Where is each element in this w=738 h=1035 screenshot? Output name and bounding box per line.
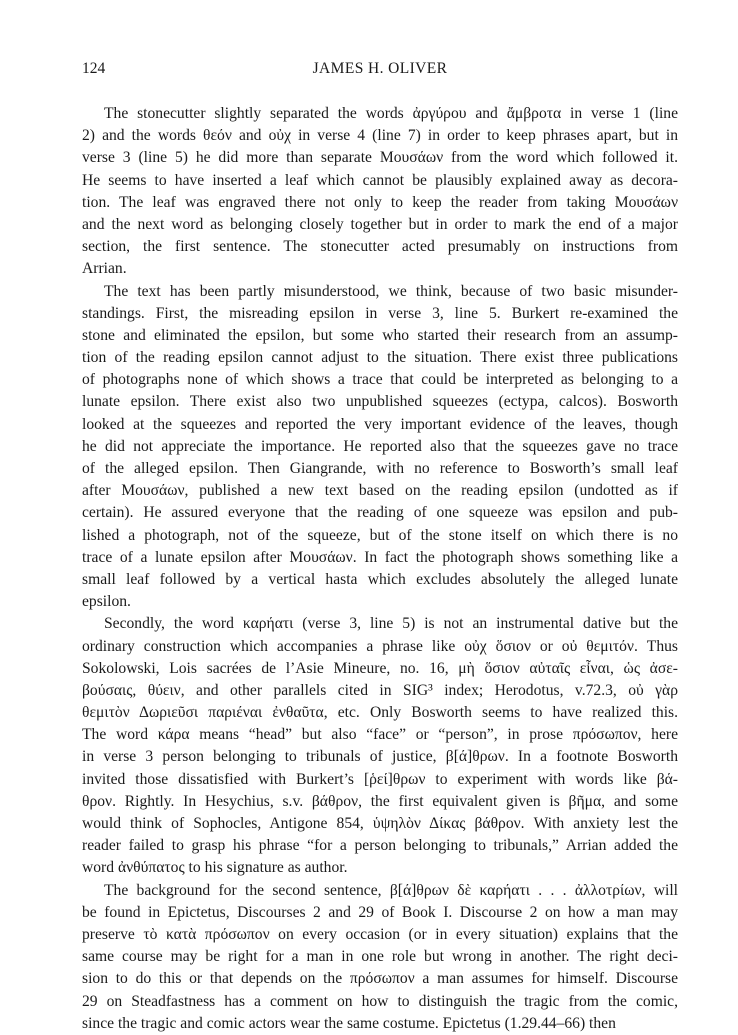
text-line: θρον. Rightly. In Hesychius, s.v. βάθρον, the first equivalent given is βῆμα, and some xyxy=(82,792,678,810)
text-line: 2) and the words θεόν and οὐχ in verse 4 (line 7) in order to keep phrases apart, but in xyxy=(82,127,678,145)
text-line: θεμιτὸν Δωριεῦσι παριέναι ἐνθαῦτα, etc. Only Bosworth seems to have realized this. xyxy=(82,704,678,722)
text-line: The word κάρα means “head” but also “face” or “person”, in prose πρόσωπον, here xyxy=(82,726,678,744)
text-line: stone and eliminated the epsilon, but some who started their research from an assump- xyxy=(82,326,678,344)
paragraph xyxy=(82,613,678,879)
text-line: epsilon. xyxy=(82,593,131,611)
body-text xyxy=(82,103,678,1035)
text-line: word ἀνθύπατος to his signature as author. xyxy=(82,859,348,877)
running-head: JAMES H. OLIVER xyxy=(312,60,448,77)
text-line: lunate epsilon. There exist also two unpublished squeezes (ectypa, calcos). Bosworth xyxy=(82,393,678,411)
text-line: after Μουσάων, published a new text based on the reading epsilon (undotted as if xyxy=(82,482,678,500)
text-line: Sokolowski, Lois sacrées de l’Asie Mineure, no. 16, μὴ ὅσιον αὐταῖς εἶναι, ὡς ἀσε- xyxy=(82,659,678,677)
text-line: tion. The leaf was engraved there not only to keep the reader from taking Μουσάων xyxy=(82,193,678,211)
text-line: certain). He assured everyone that the reading of one squeeze was epsilon and pub- xyxy=(82,504,678,522)
text-line: The text has been partly misunderstood, we think, because of two basic misunder- xyxy=(104,282,678,300)
text-line: same course may be right for a man in one role but wrong in another. The right deci- xyxy=(82,948,678,966)
paragraph xyxy=(82,103,678,281)
text-line: would think of Sophocles, Antigone 854, ὑψηλὸν Δίκας βάθρον. With anxiety lest the xyxy=(82,815,678,832)
page-number: 124 xyxy=(82,60,106,77)
text-line: invited those dissatisfied with Burkert’s [ῥεί]θρων to experiment with words like βά- xyxy=(82,770,678,788)
text-line: 29 on Steadfastness has a comment on how to distinguish the tragic from the comic, xyxy=(82,992,678,1010)
text-line: in verse 3 person belonging to tribunals of justice, β[ά]θρων. In a footnote Bosworth xyxy=(82,748,678,766)
text-line: of the alleged epsilon. Then Giangrande, with no reference to Bosworth’s small leaf xyxy=(82,460,678,477)
text-line: looked at the squeezes and reported the very important evidence of the leaves, though xyxy=(82,415,678,433)
text-line: section, the first sentence. The stonecutter acted presumably on instructions from xyxy=(82,238,678,256)
text-line: small leaf followed by a vertical hasta which excludes absolutely the alleged lunate xyxy=(82,570,678,588)
text-line: of photographs none of which shows a trace that could be interpreted as belonging to a xyxy=(82,371,678,389)
text-line: since the tragic and comic actors wear the same costume. Epictetus (1.29.44–66) then xyxy=(82,1014,616,1032)
page-header xyxy=(82,60,678,84)
text-line: Secondly, the word καρήατι (verse 3, line 5) is not an instrumental dative but the xyxy=(104,615,678,633)
text-line: tion of the reading epsilon cannot adjust to the situation. There exist three publications xyxy=(82,349,678,367)
paragraph xyxy=(82,281,678,614)
text-line: He seems to have inserted a leaf which cannot be plausibly explained away as decora- xyxy=(82,171,678,189)
text-line: The background for the second sentence, β[ά]θρων δὲ καρήατι . . . ἀλλοτρίων, will xyxy=(104,881,678,899)
text-line: sion to do this or that depends on the πρόσωπον a man assumes for himself. Discourse xyxy=(82,970,678,988)
text-line: βούσαις, θύειν, and other parallels cited in SIG³ index; Herodotus, v.72.3, οὐ γὰρ xyxy=(82,681,678,699)
text-line: Arrian. xyxy=(82,260,127,278)
text-line: standings. First, the misreading epsilon in verse 3, line 5. Burkert re-examined the xyxy=(82,304,678,322)
text-line: and the next word as belonging closely together but in order to mark the end of a major xyxy=(82,215,678,233)
text-line: The stonecutter slightly separated the words ἀργύρου and ἄμβροτα in verse 1 (line xyxy=(104,105,678,122)
text-line: preserve τὸ κατὰ πρόσωπον on every occasion (or in every situation) explains that the xyxy=(82,925,678,943)
text-line: verse 3 (line 5) he did more than separate Μουσάων from the word which followed it. xyxy=(82,149,678,167)
paragraph xyxy=(82,880,678,1035)
text-line: reader failed to grasp his phrase “for a person belonging to tribunals,” Arrian added the xyxy=(82,837,678,855)
text-line: trace of a lunate epsilon after Μουσάων. In fact the photograph shows something like a xyxy=(82,548,678,566)
text-line: ordinary construction which accompanies a phrase like οὐχ ὅσιον or οὐ θεμιτόν. Thus xyxy=(82,637,678,655)
text-line: lished a photograph, not of the squeeze, but of the stone itself on which there is no xyxy=(82,526,678,544)
text-line: he did not appreciate the importance. He reported also that the squeezes gave no trace xyxy=(82,437,678,455)
text-line: be found in Epictetus, Discourses 2 and 29 of Book I. Discourse 2 on how a man may xyxy=(82,903,678,921)
